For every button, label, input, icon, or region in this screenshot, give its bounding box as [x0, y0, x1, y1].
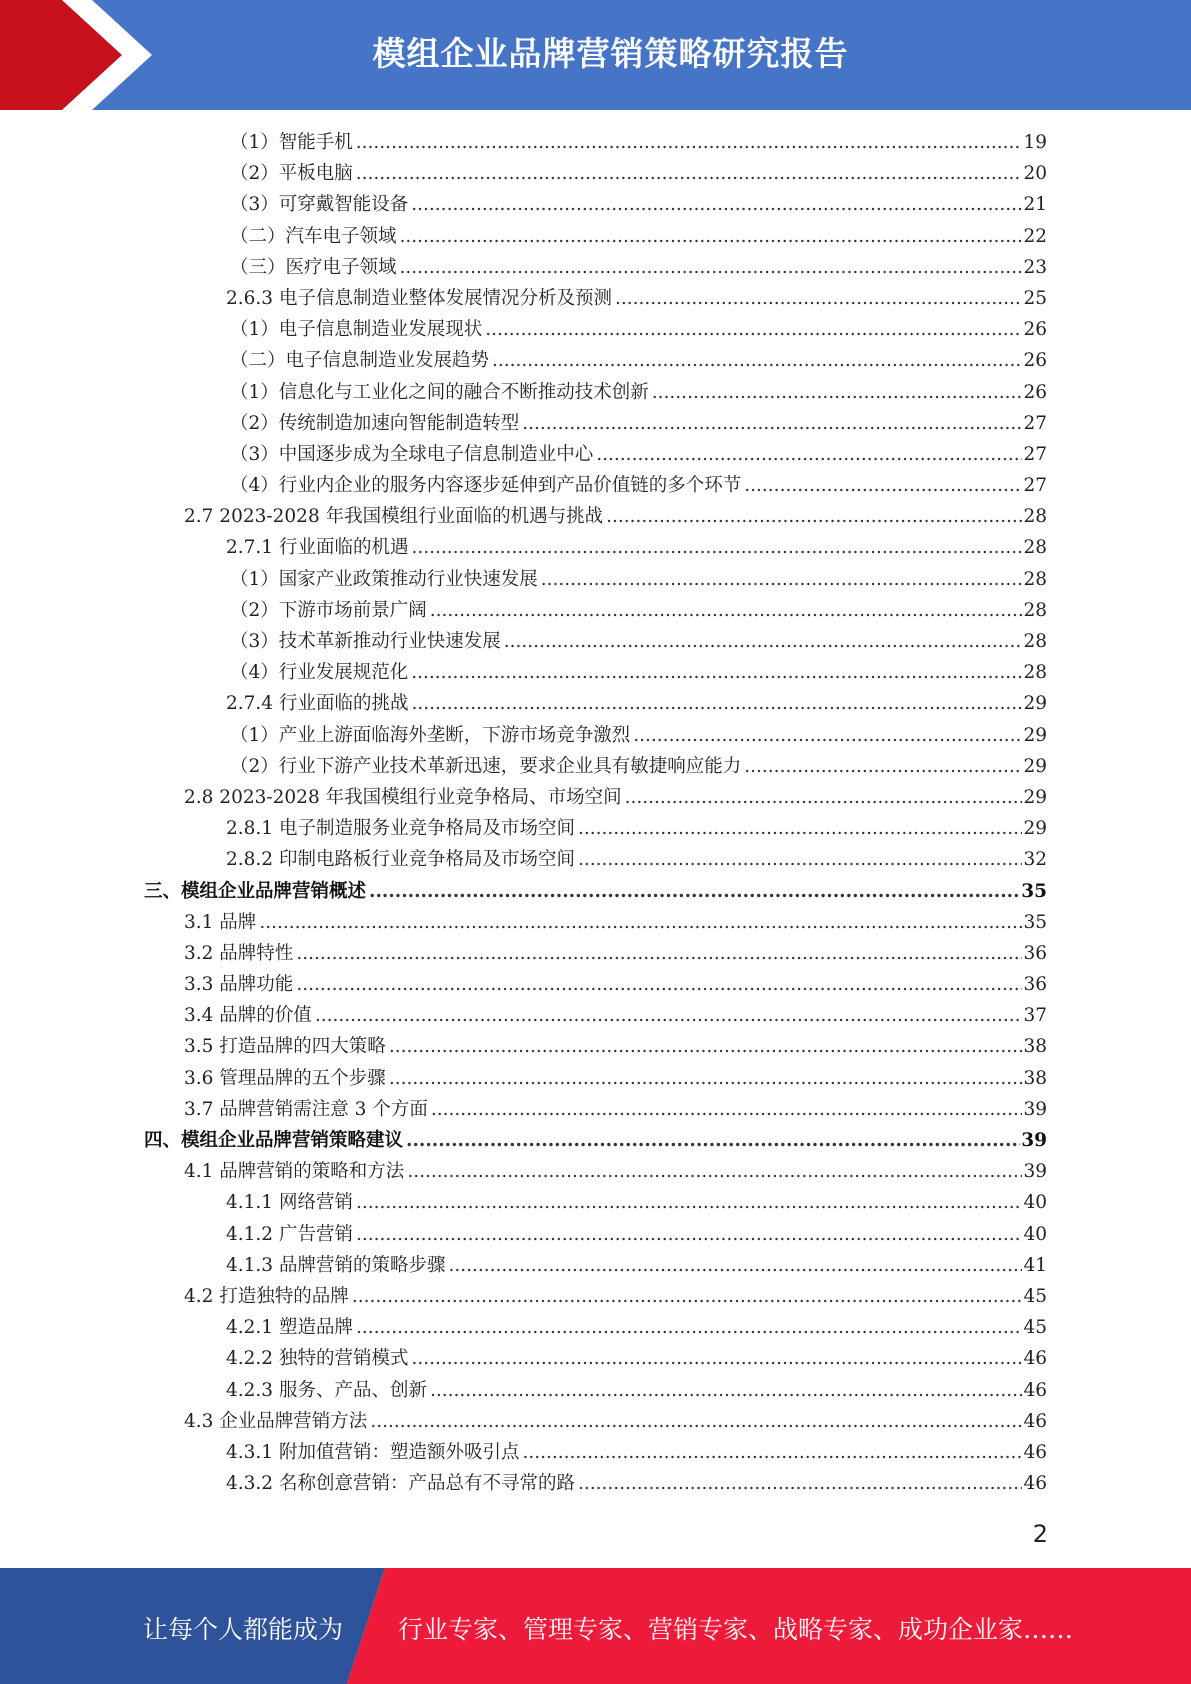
toc-dot-leader [356, 1312, 1023, 1343]
toc-entry-line [226, 1187, 1047, 1218]
toc-entry-line [226, 1312, 1047, 1343]
toc-dot-leader [522, 1437, 1022, 1468]
toc-entry-page: 28 [1023, 631, 1047, 652]
toc-entry-label: （2）下游市场前景广阔 [230, 599, 427, 621]
toc-entry-line [144, 876, 1047, 907]
toc-entry-line [226, 1375, 1047, 1406]
toc-entry-label: 4.1 品牌营销的策略和方法 [184, 1161, 405, 1183]
toc-entry-page: 20 [1023, 163, 1047, 185]
toc-entry[interactable] [0, 969, 1191, 1000]
toc-entry[interactable] [0, 283, 1191, 314]
toc-entry-label: 2.8.1 电子制造服务业竞争格局及市场空间 [226, 818, 575, 840]
toc-dot-leader [411, 657, 1022, 688]
toc-entry-line [184, 782, 1047, 813]
toc-entry-line [230, 377, 1047, 408]
toc-entry-label: （2）平板电脑 [230, 163, 353, 185]
toc-entry-page: 45 [1023, 1285, 1047, 1307]
toc-entry-line [226, 1219, 1047, 1250]
toc-dot-leader [485, 314, 1022, 345]
toc-entry-page: 39 [1021, 1130, 1047, 1151]
toc-entry-label: 3.3 品牌功能 [184, 974, 294, 996]
toc-entry-label: （3）中国逐步成为全球电子信息制造业中心 [230, 443, 594, 465]
toc-dot-leader [406, 1125, 1020, 1156]
page-number: 2 [1032, 1520, 1048, 1548]
toc-entry-page: 19 [1023, 132, 1047, 153]
toc-entry[interactable] [0, 314, 1191, 345]
toc-entry-line [184, 1406, 1047, 1437]
toc-dot-leader [606, 501, 1022, 532]
toc-dot-leader [259, 907, 1022, 938]
toc-entry-line [230, 314, 1047, 345]
toc-entry-page: 29 [1023, 693, 1047, 715]
toc-entry-label: 3.4 品牌的价值 [184, 1005, 312, 1027]
toc-entry-label: （1）电子信息制造业发展现状 [230, 319, 483, 341]
toc-entry-line [226, 813, 1047, 844]
toc-entry-page: 29 [1023, 724, 1047, 746]
toc-entry-page: 38 [1023, 1036, 1047, 1058]
toc-entry[interactable] [0, 1125, 1191, 1156]
toc-entry-label: 4.1.3 品牌营销的策略步骤 [226, 1254, 446, 1276]
toc-entry-label: 3.6 管理品牌的五个步骤 [184, 1067, 386, 1089]
toc-entry-page: 28 [1023, 662, 1047, 684]
toc-entry-line [230, 626, 1047, 657]
toc-entry-page: 40 [1023, 1223, 1047, 1245]
toc-dot-leader [633, 720, 1022, 751]
toc-entry[interactable] [0, 377, 1191, 408]
toc-entry-page: 32 [1023, 849, 1047, 871]
toc-entry-label: 4.2 打造独特的品牌 [184, 1285, 349, 1307]
toc-entry-label: 3.1 品牌 [184, 911, 257, 933]
toc-entry-page: 36 [1023, 942, 1047, 964]
toc-entry[interactable] [0, 813, 1191, 844]
toc-entry-label: （三）医疗电子领域 [230, 256, 397, 278]
toc-entry-page: 46 [1023, 1348, 1047, 1370]
toc-entry-label: 3.5 打造品牌的四大策略 [184, 1036, 386, 1058]
toc-entry-label: 4.2.3 服务、产品、创新 [226, 1379, 427, 1401]
toc-entry-page: 39 [1023, 1161, 1047, 1183]
toc-entry-line [184, 907, 1047, 938]
toc-entry-page: 46 [1023, 1473, 1047, 1495]
toc-entry-page: 37 [1023, 1005, 1047, 1027]
toc-entry-line [230, 720, 1047, 751]
toc-dot-leader [296, 938, 1022, 969]
toc-entry-label: 4.1.1 网络营销 [226, 1192, 353, 1214]
toc-entry-page: 29 [1023, 755, 1047, 777]
footer-band [0, 1568, 1191, 1684]
toc-entry-page: 27 [1023, 443, 1047, 465]
toc-entry-label: （1）信息化与工业化之间的融合不断推动技术创新 [230, 381, 649, 403]
toc-entry-line [230, 252, 1047, 283]
toc-dot-leader [369, 876, 1020, 907]
toc-entry-page: 45 [1023, 1317, 1047, 1339]
toc-entry-label: 2.8.2 印制电路板行业竞争格局及市场空间 [226, 849, 575, 871]
toc-entry-label: 4.1.2 广告营销 [226, 1223, 353, 1245]
toc-entry-line [230, 470, 1047, 501]
toc-dot-leader [356, 1219, 1023, 1250]
toc-entry-label: 4.2.1 塑造品牌 [226, 1317, 353, 1339]
toc-entry-page: 40 [1023, 1192, 1047, 1214]
toc-entry[interactable] [0, 720, 1191, 751]
toc-entry-line [226, 1437, 1047, 1468]
toc-entry-label: 2.7.4 行业面临的挑战 [226, 693, 409, 715]
toc-entry-page: 29 [1023, 818, 1047, 840]
toc-dot-leader [652, 377, 1023, 408]
toc-dot-leader [430, 595, 1023, 626]
toc-dot-leader [356, 1187, 1023, 1218]
toc-entry[interactable] [0, 1219, 1191, 1250]
toc-entry-line [184, 1281, 1047, 1312]
toc-entry-label: 三、模组企业品牌营销概述 [144, 880, 367, 902]
toc-dot-leader [356, 127, 1023, 158]
toc-dot-leader [411, 189, 1022, 220]
toc-entry-line [184, 501, 1047, 532]
toc-entry-label: 4.2.2 独特的营销模式 [226, 1348, 409, 1370]
toc-dot-leader [541, 564, 1023, 595]
toc-dot-leader [389, 1063, 1023, 1094]
toc-entry[interactable] [0, 252, 1191, 283]
toc-entry-line [226, 1343, 1047, 1374]
toc-entry-label: 4.3.2 名称创意营销：产品总有不寻常的路 [226, 1473, 575, 1495]
toc-entry-line [230, 751, 1047, 782]
toc-entry-page: 21 [1023, 194, 1047, 216]
toc-entry-line [184, 1000, 1047, 1031]
toc-entry[interactable] [0, 1468, 1191, 1499]
toc-dot-leader [352, 1281, 1023, 1312]
toc-entry-page: 26 [1023, 319, 1047, 341]
report-title: 模组企业品牌营销策略研究报告 [372, 34, 849, 73]
toc-dot-leader [578, 844, 1022, 875]
toc-entry[interactable] [0, 439, 1191, 470]
toc-entry-line [226, 1250, 1047, 1281]
toc-entry[interactable] [0, 1187, 1191, 1218]
toc-dot-leader [400, 221, 1023, 252]
toc-entry-line [230, 127, 1047, 158]
toc-entry-line [184, 969, 1047, 1000]
toc-entry[interactable] [0, 626, 1191, 657]
toc-entry-line [184, 1031, 1047, 1062]
toc-entry-label: （4）行业内企业的服务内容逐步延伸到产品价值链的多个环节 [230, 475, 742, 497]
toc-entry-label: 2.7 2023-2028 年我国模组行业面临的机遇与挑战 [184, 506, 604, 528]
toc-entry[interactable] [0, 657, 1191, 688]
toc-entry-page: 22 [1023, 225, 1047, 247]
toc-dot-leader [389, 1031, 1023, 1062]
toc-entry-page: 28 [1023, 506, 1047, 528]
toc-entry[interactable] [0, 1156, 1191, 1187]
toc-entry[interactable] [0, 938, 1191, 969]
toc-entry[interactable] [0, 907, 1191, 938]
toc-entry[interactable] [0, 688, 1191, 719]
toc-entry-line [184, 938, 1047, 969]
toc-entry-page: 25 [1023, 287, 1047, 309]
toc-entry-label: 4.3 企业品牌营销方法 [184, 1410, 368, 1432]
toc-entry-page: 26 [1023, 350, 1047, 372]
toc-dot-leader [744, 751, 1022, 782]
toc-dot-leader [296, 969, 1022, 1000]
toc-entry[interactable] [0, 1000, 1191, 1031]
toc-entry-label: （二）汽车电子领域 [230, 225, 397, 247]
toc-entry[interactable] [0, 1094, 1191, 1125]
toc-entry[interactable] [0, 470, 1191, 501]
toc-entry-page: 26 [1023, 381, 1047, 403]
toc-entry-label: （二）电子信息制造业发展趋势 [230, 350, 490, 372]
toc-dot-leader [578, 813, 1022, 844]
toc-dot-leader [407, 1156, 1022, 1187]
toc-dot-leader [522, 408, 1022, 439]
toc-entry-page: 27 [1023, 475, 1047, 497]
toc-entry-line [230, 564, 1047, 595]
toc-entry-line [184, 1156, 1047, 1187]
toc-entry[interactable] [0, 532, 1191, 563]
toc-entry-line [226, 688, 1047, 719]
toc-entry-page: 46 [1023, 1441, 1047, 1463]
toc-entry-label: （1）智能手机 [230, 132, 353, 153]
toc-dot-leader [370, 1406, 1022, 1437]
toc-entry[interactable] [0, 345, 1191, 376]
toc-entry[interactable] [0, 127, 1191, 158]
toc-entry-label: 四、模组企业品牌营销策略建议 [144, 1130, 404, 1151]
toc-entry-line [226, 1468, 1047, 1499]
toc-entry-label: 3.7 品牌营销需注意 3 个方面 [184, 1098, 428, 1120]
toc-dot-leader [596, 439, 1022, 470]
toc-entry-page: 46 [1023, 1379, 1047, 1401]
toc-entry-page: 35 [1023, 911, 1047, 933]
toc-entry-page: 23 [1023, 256, 1047, 278]
toc-dot-leader [400, 252, 1023, 283]
toc-entry-page: 28 [1023, 537, 1047, 559]
toc-dot-leader [315, 1000, 1023, 1031]
toc-entry-label: （1）产业上游面临海外垄断，下游市场竞争激烈 [230, 724, 631, 746]
toc-entry[interactable] [0, 1281, 1191, 1312]
toc-dot-leader [625, 782, 1023, 813]
toc-entry-line [184, 1094, 1047, 1125]
toc-entry-line [230, 408, 1047, 439]
toc-dot-leader [615, 283, 1022, 314]
toc-dot-leader [448, 1250, 1022, 1281]
toc-entry-label: 2.6.3 电子信息制造业整体发展情况分析及预测 [226, 287, 612, 309]
toc-dot-leader [431, 1094, 1023, 1125]
toc-entry[interactable] [0, 1312, 1191, 1343]
toc-entry[interactable] [0, 408, 1191, 439]
toc-entry[interactable] [0, 782, 1191, 813]
toc-entry-page: 38 [1023, 1067, 1047, 1089]
toc-entry[interactable] [0, 564, 1191, 595]
toc-dot-leader [744, 470, 1022, 501]
toc-entry-line [230, 595, 1047, 626]
toc-entry-line [230, 439, 1047, 470]
toc-entry-page: 41 [1023, 1254, 1047, 1276]
toc-entry-label: （2）传统制造加速向智能制造转型 [230, 412, 520, 434]
toc-entry-label: 4.3.1 附加值营销：塑造额外吸引点 [226, 1441, 520, 1463]
toc-entry-page: 35 [1021, 880, 1047, 902]
toc-entry-page: 27 [1023, 412, 1047, 434]
toc-entry[interactable] [0, 595, 1191, 626]
toc-entry-line [230, 189, 1047, 220]
toc-entry-line [184, 1063, 1047, 1094]
toc-entry[interactable] [0, 876, 1191, 907]
toc-entry-page: 36 [1023, 974, 1047, 996]
toc-entry[interactable] [0, 1343, 1191, 1374]
toc-entry[interactable] [0, 844, 1191, 875]
toc-entry-line [226, 532, 1047, 563]
table-of-contents [0, 127, 1191, 1499]
toc-dot-leader [430, 1375, 1022, 1406]
toc-entry-label: （3）可穿戴智能设备 [230, 194, 409, 216]
toc-dot-leader [356, 158, 1023, 189]
toc-entry[interactable] [0, 1250, 1191, 1281]
toc-entry-page: 29 [1023, 786, 1047, 808]
toc-entry[interactable] [0, 1406, 1191, 1437]
toc-entry-line [226, 283, 1047, 314]
toc-entry[interactable] [0, 501, 1191, 532]
toc-dot-leader [411, 532, 1022, 563]
toc-entry-label: （4）行业发展规范化 [230, 662, 409, 684]
header-band [0, 0, 1191, 110]
toc-entry-page: 46 [1023, 1410, 1047, 1432]
toc-entry[interactable] [0, 158, 1191, 189]
toc-dot-leader [578, 1468, 1022, 1499]
toc-entry-label: 3.2 品牌特性 [184, 942, 294, 964]
toc-entry-label: （1）国家产业政策推动行业快速发展 [230, 568, 538, 590]
toc-entry[interactable] [0, 1031, 1191, 1062]
toc-entry[interactable] [0, 751, 1191, 782]
toc-dot-leader [411, 1343, 1022, 1374]
toc-entry-page: 28 [1023, 568, 1047, 590]
toc-entry[interactable] [0, 189, 1191, 220]
toc-entry[interactable] [0, 221, 1191, 252]
toc-entry-page: 39 [1023, 1098, 1047, 1120]
toc-entry-line [230, 158, 1047, 189]
toc-entry-line [226, 844, 1047, 875]
toc-entry[interactable] [0, 1437, 1191, 1468]
footer-slogan-right: 行业专家、管理专家、营销专家、战略专家、成功企业家…… [398, 1615, 1074, 1644]
toc-entry-label: 2.8 2023-2028 年我国模组行业竞争格局、市场空间 [184, 786, 622, 808]
toc-entry-label: （2）行业下游产业技术革新迅速，要求企业具有敏捷响应能力 [230, 755, 742, 777]
toc-entry-label: 2.7.1 行业面临的机遇 [226, 537, 409, 559]
toc-entry[interactable] [0, 1063, 1191, 1094]
toc-entry-page: 28 [1023, 599, 1047, 621]
toc-dot-leader [504, 626, 1023, 657]
toc-entry-line [230, 221, 1047, 252]
toc-entry[interactable] [0, 1375, 1191, 1406]
footer-slogan-left: 让每个人都能成为 [143, 1615, 344, 1644]
toc-dot-leader [492, 345, 1022, 376]
toc-entry-line [230, 657, 1047, 688]
toc-entry-line [144, 1125, 1047, 1156]
toc-dot-leader [411, 688, 1022, 719]
toc-entry-line [230, 345, 1047, 376]
toc-entry-label: （3）技术革新推动行业快速发展 [230, 631, 501, 652]
